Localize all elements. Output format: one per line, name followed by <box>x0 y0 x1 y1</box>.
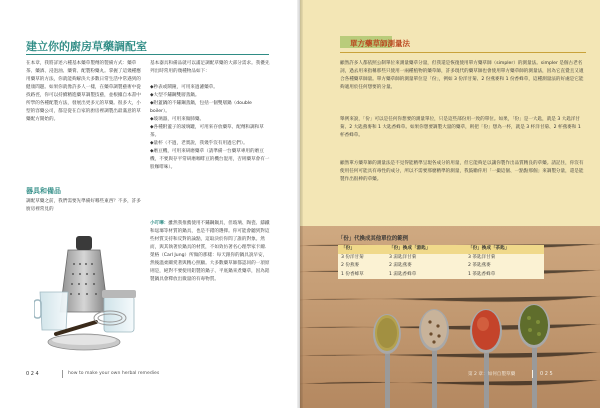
measurement-paragraph-2: 舉例來說，「份」可以是任何你想要的測量單位，只是這些部份用一致的單位。如果，「份」是一大匙，就是 3 大匙洋甘菊、2 大匙燕麥和 1 大匙香蜂草。如果你想要調製大量的藥草，則把「份」想為一杯，就是 3 杯洋甘菊、2 杯燕麥和 1 杯香蜂草。 <box>340 117 581 138</box>
tools-paragraph: 調配草藥之前，我們需要先準備好哪些東西？不多，許多廚房裡常見的 <box>26 199 141 212</box>
folio-book-title: how to make your own herbal remedies <box>68 371 160 376</box>
section-rule <box>340 52 586 53</box>
folio-chapter: 第 2 章：如何自製草藥 <box>468 372 516 377</box>
table-header: 「份」換成「茶匙」 <box>465 245 544 254</box>
tip-label: 小叮嚀： <box>150 221 169 226</box>
table-cell: 2 茶匙燕麥 <box>465 262 544 271</box>
table-cell: 3 份洋甘菊 <box>338 254 386 263</box>
folio-number-left: 0 2 4 <box>26 371 39 377</box>
title-rule <box>26 54 269 55</box>
list-item: ◆秒表或鬧鐘，可用來過濾藥草。 <box>150 85 218 90</box>
list-item: ◆大型不鏽鋼雙層蒸鍋。 <box>150 93 200 98</box>
folio-divider <box>62 370 63 378</box>
table-cell: 3 茶匙洋甘菊 <box>465 254 544 263</box>
list-item: ◆各種附蓋子的玻璃罐，可用來存放藥草、配劑和調和草茶。 <box>150 125 264 138</box>
table-cell: 2 湯匙燕麥 <box>386 262 465 271</box>
measurement-paragraph-1: 顧然許多人都依照公制單位來測量藥草分量，但我還是恢復使用單方藥草師（simpler）的測量法。simpler 是個古老名詞，過去用來指稱那些只使用一兩種植物的藥草師，許多現代的藥草師也會使用單方藥草師的測量法，因為它直覺且又適合各種藥草師量。單方藥草師的測量單位是「份」，例如 3 份洋甘菊、2 份燕麥和 1 份香蜂草，這種測量法的好處是它能夠適用於任何想要的分量。 <box>340 61 584 90</box>
measurement-paragraph-3: 顧然單方藥草師的測量法是不見得能精準呈現各成分的用量，但它能夠足以讓你製作出品質精良的草藥。請記住，你沒有使用任何可能具有毒性的成分，所以不需要那麼精準的測量，我鼓勵你用「一撮這個、一點點那個」來調製分量，還是能製作出很棒的草藥。 <box>340 161 584 182</box>
table-cell: 1 茶匙香蜂草 <box>465 271 544 280</box>
table-header: 「份」 <box>338 245 386 254</box>
list-item: ◆量杯（不過，老實說，我幾乎沒有用過它們）。 <box>150 141 248 146</box>
tip-box <box>150 220 270 284</box>
table-cell: 3 湯匙洋甘菊 <box>386 254 465 263</box>
table-title: 「份」代換成其他單位的範例 <box>338 236 409 242</box>
list-item: ◆附蓋鍋的不鏽鋼蒸鍋，包括一個雙層鍋（double boiler）。 <box>150 101 252 114</box>
tip-text: 雖然我推薦使用不鏽鋼鍋具，但玻璃、陶瓷、鑄鐵和琺瑯等材質的鍋具，也是不錯的選擇。你可能會聽到對這些材質支持和反對的論點，這取決於你問了誰的對象。然而，與其執著於鍋具的材質，不如效仿著名心理學家卡爾．榮格（Carl Jung）所做的那樣：每天跟你的鍋具說早安，然後溫柔關愛著與精心照顧。大多數藥草師都認同的一項原則是，絕對不要使用鋁製的鍋子、平底鍋來煮藥草，因為鋁製鍋具會釋放出微量的有毒物質。 <box>150 221 270 282</box>
table-row <box>338 262 544 271</box>
folio-divider <box>532 370 533 378</box>
table-cell: 1 湯匙香蜂草 <box>386 271 465 280</box>
list-item: ◆磨豆機，可用來研磨藥草（請準備一台藥草專用的磨豆機，不要與存平常研磨咖啡豆的機台混用，否則藥草會有一股咖啡味）。 <box>150 149 270 170</box>
conversion-table <box>338 245 544 279</box>
kitchen-tools-photo <box>34 230 146 360</box>
folio-number-right: 0 2 5 <box>540 371 553 377</box>
table-row <box>338 271 544 280</box>
table-cell: 2 份燕麥 <box>338 262 386 271</box>
conversion-table-box <box>338 234 548 279</box>
list-item: ◆玻璃器，可用來做肺藥。 <box>150 117 205 122</box>
table-cell: 1 份香蜂草 <box>338 271 386 280</box>
equipment-list <box>150 84 270 172</box>
right-page <box>300 0 600 408</box>
chapter-title: 建立你的廚房草藥調配室 <box>26 40 147 53</box>
table-header-row <box>338 245 544 254</box>
book-gutter <box>297 0 303 408</box>
table-row <box>338 254 544 263</box>
table-header: 「份」換成「湯匙」 <box>386 245 465 254</box>
intro-paragraph: 在本章，我將詳述六種基本藥草製劑的製備方式：藥草茶、藥酒、浸泡油、藥膏、配製粉藥丸。掌握了這幾種應用藥草的方法，你就能夠解決大多數日常生活中常遇到的健康問題。如果你就像許多人一樣，在藥草調製藝術中從找路徑，你可以持續精進藥草調製技藝，並根據自本書中所學的各種配製方法，發展出更多元的草藥。很多大，小型的容藥公司，都是從在自家的廚房裡調製出最滿意的草藥配方開始的。 <box>26 61 141 122</box>
section-title: 單方藥草師測量法 <box>350 39 410 48</box>
col2-intro: 基本器具和備品就可以滿足調配草藥的大部分需求。我優先列出時常用的幾種物品如下： <box>150 61 270 74</box>
tools-subtitle: 器具和備品 <box>26 187 61 195</box>
